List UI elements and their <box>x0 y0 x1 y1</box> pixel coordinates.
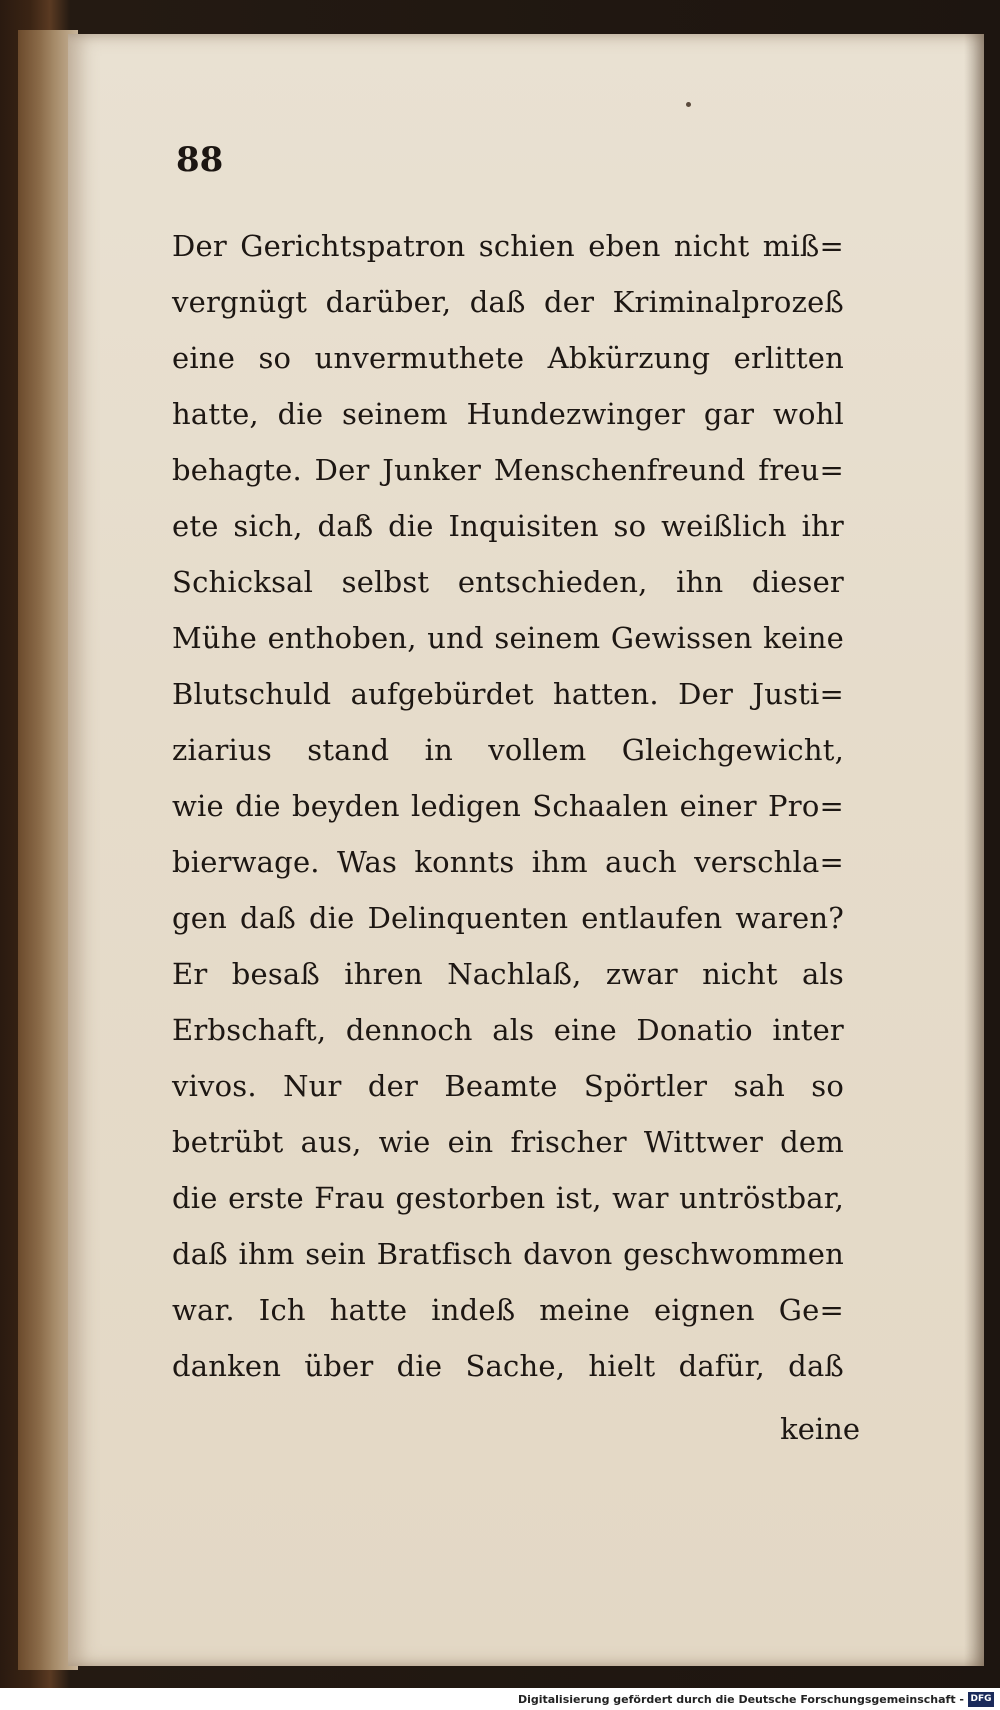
digitization-footer <box>0 1688 1000 1710</box>
text-line: vivos. Nur der Beamte Spörtler sah so <box>172 1069 844 1103</box>
text-line: Der Gerichtspatron schien eben nicht miß= <box>172 229 844 263</box>
text-line: war. Ich hatte indeß meine eignen Ge= <box>172 1293 844 1327</box>
dfg-logo-icon: DFG <box>968 1692 994 1707</box>
text-line: Schicksal selbst entschieden, ihn dieser <box>172 565 844 599</box>
paper-speck <box>686 102 691 107</box>
text-line: wie die beyden ledigen Schaalen einer Pro= <box>172 789 844 823</box>
text-line: eine so unvermuthete Abkürzung erlitten <box>172 341 844 375</box>
text-line: Er besaß ihren Nachlaß, zwar nicht als <box>172 957 844 991</box>
text-line: bierwage. Was konnts ihm auch verschla= <box>172 845 844 879</box>
text-line: betrübt aus, wie ein frischer Wittwer dem <box>172 1125 844 1159</box>
footer-credit: Digitalisierung gefördert durch die Deutsche Forschungsgemeinschaft - <box>517 1693 964 1706</box>
text-line: ete sich, daß die Inquisiten so weißlich ihr <box>172 509 844 543</box>
text-line: behagte. Der Junker Menschenfreund freu= <box>172 453 844 487</box>
text-line: Erbschaft, dennoch als eine Donatio inter <box>172 1013 844 1047</box>
text-line: hatte, die seinem Hundezwinger gar wohl <box>172 397 844 431</box>
text-line: danken über die Sache, hielt dafür, daß <box>172 1349 844 1383</box>
text-line: gen daß die Delinquenten entlaufen waren? <box>172 901 844 935</box>
text-line: Mühe enthoben, und seinem Gewissen keine <box>172 621 844 655</box>
text-line: vergnügt darüber, daß der Kriminalprozeß <box>172 285 844 319</box>
body-text <box>172 218 844 1394</box>
page-gutter-shadow <box>964 34 984 1666</box>
text-line: Blutschuld aufgebürdet hatten. Der Justi= <box>172 677 844 711</box>
text-line: ziarius stand in vollem Gleichgewicht, <box>172 733 844 767</box>
catchword: keine <box>780 1412 860 1446</box>
text-line: daß ihm sein Bratfisch davon geschwommen <box>172 1237 844 1271</box>
page-number: 88 <box>176 140 224 180</box>
text-line: die erste Frau gestorben ist, war untröstbar, <box>172 1181 844 1215</box>
